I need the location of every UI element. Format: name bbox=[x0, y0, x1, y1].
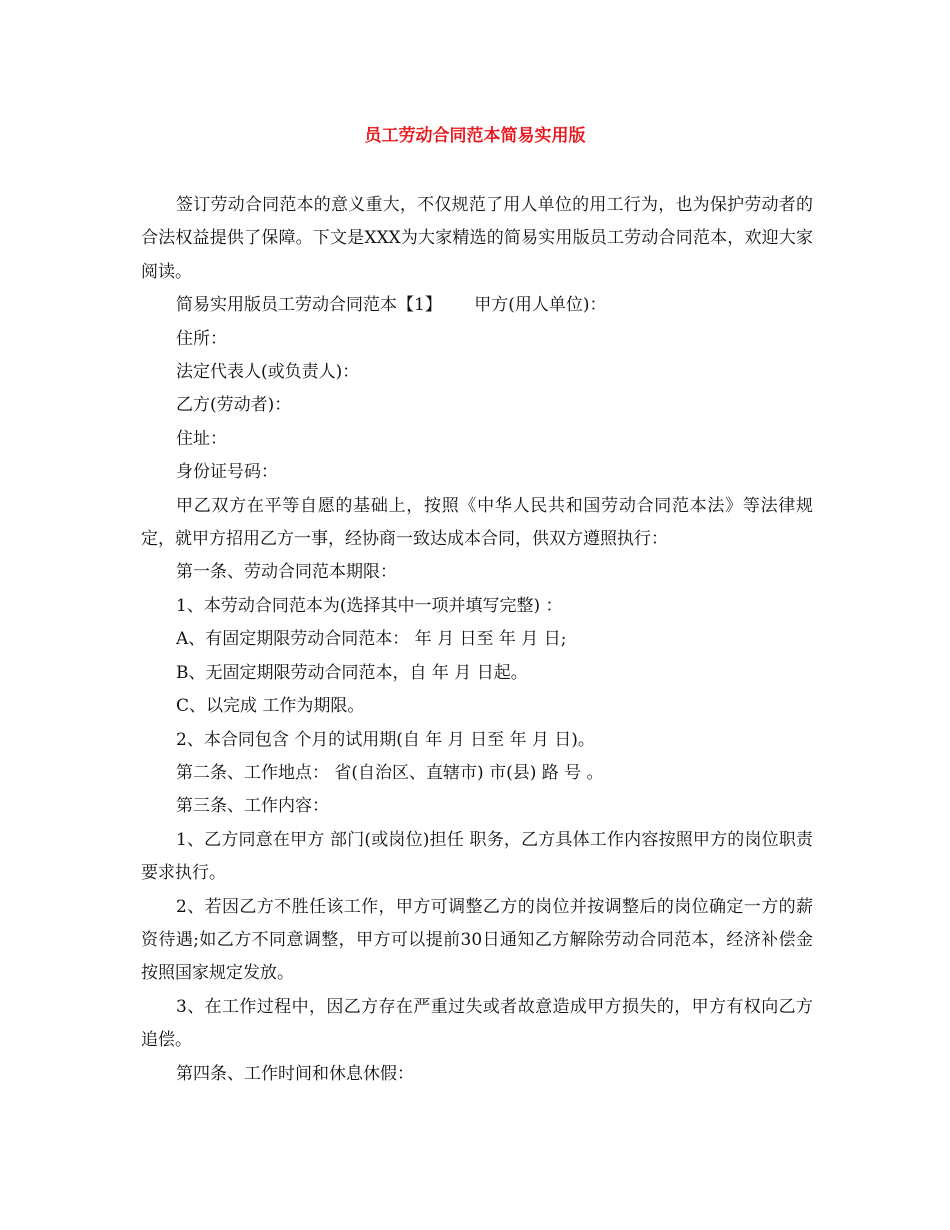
preamble-paragraph: 甲乙双方在平等自愿的基础上，按照《中华人民共和国劳动合同范本法》等法律规定，就甲方招用乙方一事，经协商一致达成本合同，供双方遵照执行： bbox=[141, 495, 813, 550]
contract-heading-party-a: 简易实用版员工劳动合同范本【1】 甲方(用人单位)： bbox=[176, 295, 607, 316]
document-title: 员工劳动合同范本简易实用版 bbox=[364, 126, 586, 146]
article-1-option-a: A、有固定期限劳动合同范本： 年 月 日至 年 月 日; bbox=[176, 629, 567, 650]
intro-paragraph: 签订劳动合同范本的意义重大，不仅规范了用人单位的用工行为，也为保护劳动者的合法权益提供了保障。下文是XXX为大家精选的简易实用版员工劳动合同范本，欢迎大家阅读。 bbox=[141, 195, 813, 282]
article-1-item-1: 1、本劳动合同范本为(选择其中一项并填写完整) ： bbox=[176, 595, 563, 616]
article-2-workplace: 第二条、工作地点： 省(自治区、直辖市) 市(县) 路 号 。 bbox=[176, 762, 604, 783]
article-1-option-b: B、无固定期限劳动合同范本，自 年 月 日起。 bbox=[176, 662, 528, 683]
field-legal-representative: 法定代表人(或负责人)： bbox=[176, 362, 360, 383]
article-3-item-2: 2、若因乙方不胜任该工作，甲方可调整乙方的岗位并按调整后的岗位确定一方的薪资待遇;如乙方不同意调整，甲方可以提前30日通知乙方解除劳动合同范本，经济补偿金按照国家规定发放。 bbox=[141, 896, 813, 984]
article-3-item-1: 1、乙方同意在甲方 部门(或岗位)担任 职务，乙方具体工作内容按照甲方的岗位职责要求执行。 bbox=[141, 829, 813, 884]
document-body bbox=[141, 189, 813, 1091]
field-residence: 住所： bbox=[176, 328, 227, 349]
field-address: 住址： bbox=[176, 428, 227, 449]
article-1-heading: 第一条、劳动合同范本期限： bbox=[176, 562, 397, 583]
field-id-number: 身份证号码： bbox=[176, 462, 278, 483]
article-1-option-c: C、以完成 工作为期限。 bbox=[176, 696, 365, 717]
article-3-heading: 第三条、工作内容： bbox=[176, 796, 329, 817]
article-4-heading: 第四条、工作时间和休息休假： bbox=[176, 1063, 414, 1084]
article-1-item-2: 2、本合同包含 个月的试用期(自 年 月 日至 年 月 日)。 bbox=[176, 729, 595, 750]
field-party-b: 乙方(劳动者)： bbox=[176, 395, 292, 416]
article-3-item-3: 3、在工作过程中，因乙方存在严重过失或者故意造成甲方损失的，甲方有权向乙方追偿。 bbox=[141, 996, 813, 1051]
